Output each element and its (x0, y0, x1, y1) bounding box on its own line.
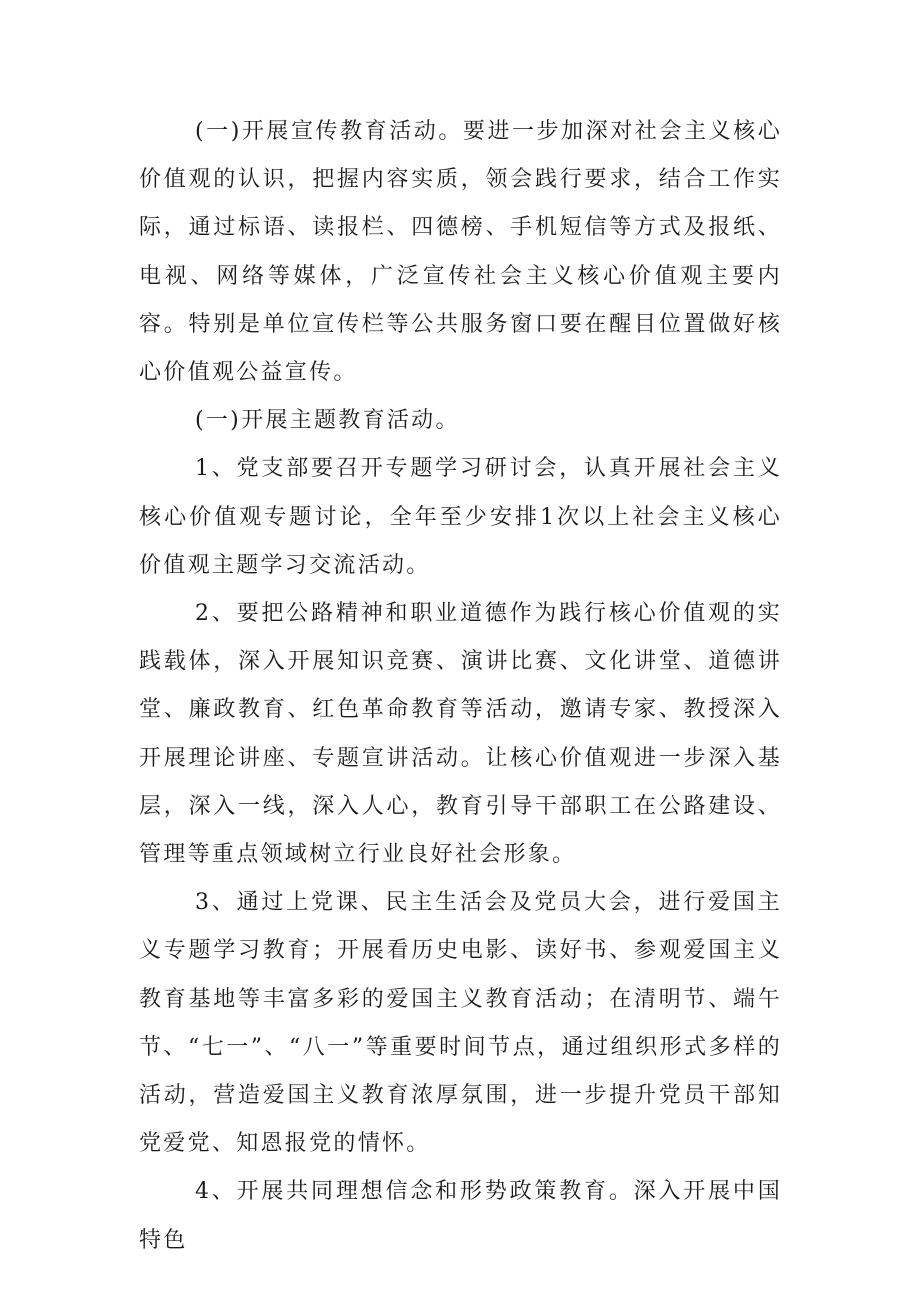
paragraph-publicity-education: (一)开展宣传教育活动。要进一步加深对社会主义核心价值观的认识，把握内容实质，领会践行要求，结合工作实际，通过标语、读报栏、四德榜、手机短信等方式及报纸、电视、网络等媒体，广泛宣传社会主义核心价值观主要内容。特别是单位宣传栏等公共服务窗口要在醒目位置做好核心价值观公益宣传。 (139, 119, 782, 386)
paragraph-item-1: 1、党支部要召开专题学习研讨会，认真开展社会主义核心价值观专题讨论，全年至少安排1次以上社会主义核心价值观主题学习交流活动。 (139, 456, 782, 578)
document-body (139, 108, 782, 1265)
paragraph-item-3: 3、通过上党课、民主生活会及党员大会，进行爱国主义专题学习教育；开展看历史电影、读好书、参观爱国主义教育基地等丰富多彩的爱国主义教育活动；在清明节、端午节、“七一”、“八一”等重要时间节点，通过组织形式多样的活动，营造爱国主义教育浓厚氛围，进一步提升党员干部知党爱党、知恩报党的情怀。 (139, 890, 782, 1157)
paragraph-theme-education-heading: (一)开展主题教育活动。 (195, 408, 460, 434)
paragraph-item-2: 2、要把公路精神和职业道德作为践行核心价值观的实践载体，深入开展知识竞赛、演讲比赛、文化讲堂、道德讲堂、廉政教育、红色革命教育等活动，邀请专家、教授深入开展理论讲座、专题宣讲活动。让核心价值观进一步深入基层，深入一线，深入人心，教育引导干部职工在公路建设、管理等重点领域树立行业良好社会形象。 (139, 601, 782, 868)
paragraph-item-4: 4、开展共同理想信念和形势政策教育。深入开展中国特色 (139, 1179, 782, 1253)
